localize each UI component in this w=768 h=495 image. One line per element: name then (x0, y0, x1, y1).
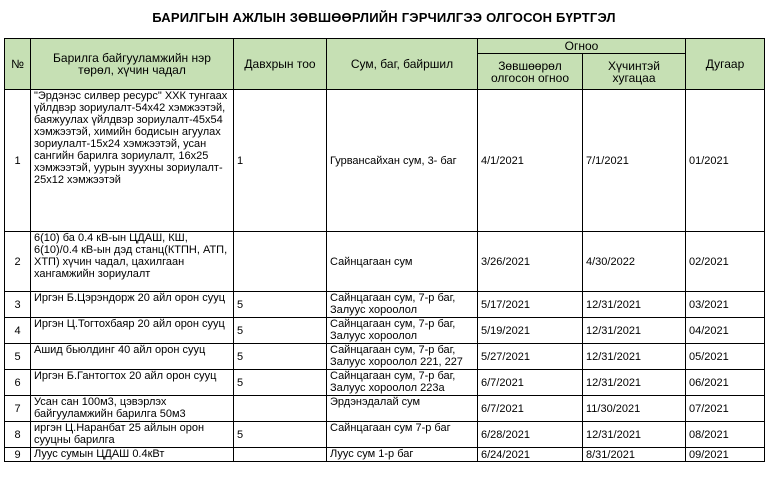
table-row (5, 90, 765, 232)
cell-location: Сайнцагаан сум, 7-р баг, Залуус хороолол 223а (327, 370, 478, 396)
cell-valid: 4/30/2022 (583, 232, 686, 292)
cell-issued: 6/24/2021 (478, 448, 583, 462)
cell-valid: 12/31/2021 (583, 318, 686, 344)
cell-name: Ашид бьюлдинг 40 айл орон сууц (31, 344, 234, 370)
cell-floors: 5 (234, 370, 327, 396)
table-row (5, 448, 765, 462)
cell-valid: 12/31/2021 (583, 292, 686, 318)
cell-location: Гурвансайхан сум, 3- баг (327, 90, 478, 232)
cell-valid: 7/1/2021 (583, 90, 686, 232)
cell-issued: 6/7/2021 (478, 396, 583, 422)
cell-issued: 3/26/2021 (478, 232, 583, 292)
cell-location: Эрдэнэдалай сум (327, 396, 478, 422)
cell-floors: 1 (234, 90, 327, 232)
cell-valid: 12/31/2021 (583, 422, 686, 448)
cell-location: Сайнцагаан сум (327, 232, 478, 292)
cell-no: 9 (5, 448, 31, 462)
table-row (5, 370, 765, 396)
cell-no: 1 (5, 90, 31, 232)
cell-issued: 5/27/2021 (478, 344, 583, 370)
cell-location: Сайнцагаан сум, 7-р баг, Залуус хороолол (327, 318, 478, 344)
cell-issued: 6/7/2021 (478, 370, 583, 396)
table-row (5, 396, 765, 422)
table-row (5, 344, 765, 370)
cell-issued: 6/28/2021 (478, 422, 583, 448)
cell-issued: 5/19/2021 (478, 318, 583, 344)
cell-floors: 5 (234, 292, 327, 318)
cell-location: Сайнцагаан сум 7-р баг (327, 422, 478, 448)
col-header-location: Сум, баг, байршил (327, 39, 478, 90)
col-header-name: Барилга байгууламжийн нэр төрөл, хүчин чадал (31, 39, 234, 90)
cell-number: 01/2021 (686, 90, 765, 232)
cell-valid: 11/30/2021 (583, 396, 686, 422)
cell-number: 03/2021 (686, 292, 765, 318)
cell-issued: 5/17/2021 (478, 292, 583, 318)
col-header-no: № (5, 39, 31, 90)
cell-valid: 12/31/2021 (583, 370, 686, 396)
cell-no: 3 (5, 292, 31, 318)
cell-no: 2 (5, 232, 31, 292)
cell-no: 7 (5, 396, 31, 422)
page-title: БАРИЛГЫН АЖЛЫН ЗӨВШӨӨРЛИЙН ГЭРЧИЛГЭЭ ОЛГОСОН БҮРТГЭЛ (152, 9, 616, 25)
cell-name: Иргэн Ц.Тогтохбаяр 20 айл орон сууц (31, 318, 234, 344)
table-row (5, 318, 765, 344)
cell-floors (234, 232, 327, 292)
cell-number: 08/2021 (686, 422, 765, 448)
cell-location: Сайнцагаан сум, 7-р баг, Залуус хороолол (327, 292, 478, 318)
col-header-issued: Зөвшөөрөл олгосон огноо (478, 54, 583, 90)
cell-no: 6 (5, 370, 31, 396)
cell-no: 4 (5, 318, 31, 344)
cell-floors (234, 448, 327, 462)
cell-no: 5 (5, 344, 31, 370)
cell-name: Луус сумын ЦДАШ 0.4кВт (31, 448, 234, 462)
col-header-floors: Давхрын тоо (234, 39, 327, 90)
cell-number: 07/2021 (686, 396, 765, 422)
cell-valid: 8/31/2021 (583, 448, 686, 462)
col-header-number: Дугаар (686, 39, 765, 90)
cell-name: 6(10) ба 0.4 кВ-ын ЦДАШ, КШ, 6(10)/0.4 кВ-ын дэд станц(КТПН, АТП, ХТП) хүчин чадал, цахилгаан хангамжийн зориулалт (31, 232, 234, 292)
cell-floors: 5 (234, 318, 327, 344)
cell-number: 09/2021 (686, 448, 765, 462)
table-row (5, 292, 765, 318)
cell-name: иргэн Ц.Наранбат 25 айлын орон сууцны барилга (31, 422, 234, 448)
cell-name: Иргэн Б.Гантогтох 20 айл орон сууц (31, 370, 234, 396)
cell-no: 8 (5, 422, 31, 448)
cell-location: Луус сум 1-р баг (327, 448, 478, 462)
table-row (5, 422, 765, 448)
cell-number: 04/2021 (686, 318, 765, 344)
cell-number: 05/2021 (686, 344, 765, 370)
col-header-valid: Хүчинтэй хугацаа (583, 54, 686, 90)
cell-floors: 5 (234, 344, 327, 370)
cell-name: "Эрдэнэс силвер ресурс" ХХК тунгаах үйлдвэр зориулалт-54х42 хэмжээтэй, баяжуулах үйлдвэр зориулалт-45х54 хэмжээтэй, химийн бодисын агуулах зориулалт-15х24 хэмжээтэй, усан сангийн барилга зориулалт, 16х25 хэмжээтэй, уурын зуухны зориулалт- 25х12 хэмжээтэй (31, 90, 234, 232)
cell-floors: 5 (234, 422, 327, 448)
cell-number: 02/2021 (686, 232, 765, 292)
cell-name: Иргэн Б.Цэрэндорж 20 айл орон сууц (31, 292, 234, 318)
table-row (5, 232, 765, 292)
cell-floors (234, 396, 327, 422)
cell-location: Сайнцагаан сум, 7-р баг, Залуус хороолол 221, 227 (327, 344, 478, 370)
registry-table (4, 38, 765, 462)
cell-number: 06/2021 (686, 370, 765, 396)
cell-name: Усан сан 100м3, цэвэрлэх байгууламжийн барилга 50м3 (31, 396, 234, 422)
cell-issued: 4/1/2021 (478, 90, 583, 232)
col-header-date-group: Огноо (478, 39, 686, 54)
cell-valid: 12/31/2021 (583, 344, 686, 370)
